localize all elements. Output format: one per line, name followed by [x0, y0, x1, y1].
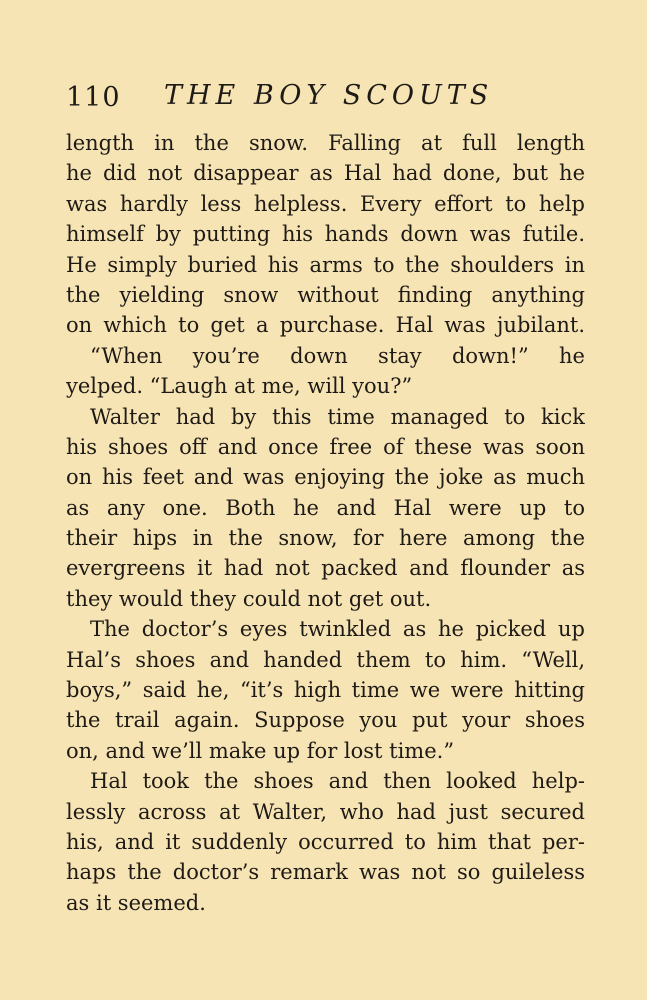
page-number: 110	[66, 82, 121, 113]
text-line: as any one. Both he and Hal were up to	[66, 495, 585, 520]
text-line: yelped. “Laugh at me, will you?”	[66, 374, 413, 399]
text-line: their hips in the snow, for here among the	[66, 526, 585, 551]
text-line: he did not disappear as Hal had done, but he	[66, 161, 585, 186]
text-line: “When you’re down stay down!” he	[90, 343, 585, 368]
text-line: was hardly less helpless. Every effort to help	[66, 191, 585, 216]
text-line: himself by putting his hands down was futile.	[66, 222, 585, 247]
text-line: Hal took the shoes and then looked help-	[90, 769, 585, 794]
text-line: they would they could not get out.	[66, 586, 432, 611]
text-line: length in the snow. Falling at full length	[66, 131, 585, 155]
text-line: haps the doctor’s remark was not so guileless	[66, 860, 585, 885]
running-head	[66, 80, 586, 114]
text-line: lessly across at Walter, who had just secured	[66, 799, 585, 824]
text-line: Hal’s shoes and handed them to him. “Well,	[66, 647, 585, 672]
book-title: THE BOY SCOUTS	[164, 80, 494, 111]
text-line: boys,” said he, “it’s high time we were hitting	[66, 678, 585, 703]
text-line: the trail again. Suppose you put your shoes	[66, 708, 585, 733]
text-line: The doctor’s eyes twinkled as he picked up	[90, 617, 585, 642]
body-text	[66, 128, 585, 918]
text-line: his, and it suddenly occurred to him that per-	[66, 829, 585, 854]
text-line: on, and we’ll make up for lost time.”	[66, 738, 455, 763]
text-line: his shoes off and once free of these was soon	[66, 434, 585, 459]
text-line: He simply buried his arms to the shoulders in	[66, 252, 585, 277]
text-line: the yielding snow without finding anything	[66, 282, 585, 307]
text-line: on which to get a purchase. Hal was jubilant.	[66, 313, 585, 338]
text-line: evergreens it had not packed and flounder as	[66, 556, 585, 581]
text-line: as it seemed.	[66, 890, 206, 915]
text-line: Walter had by this time managed to kick	[90, 404, 585, 429]
text-line: on his feet and was enjoying the joke as much	[66, 465, 585, 490]
